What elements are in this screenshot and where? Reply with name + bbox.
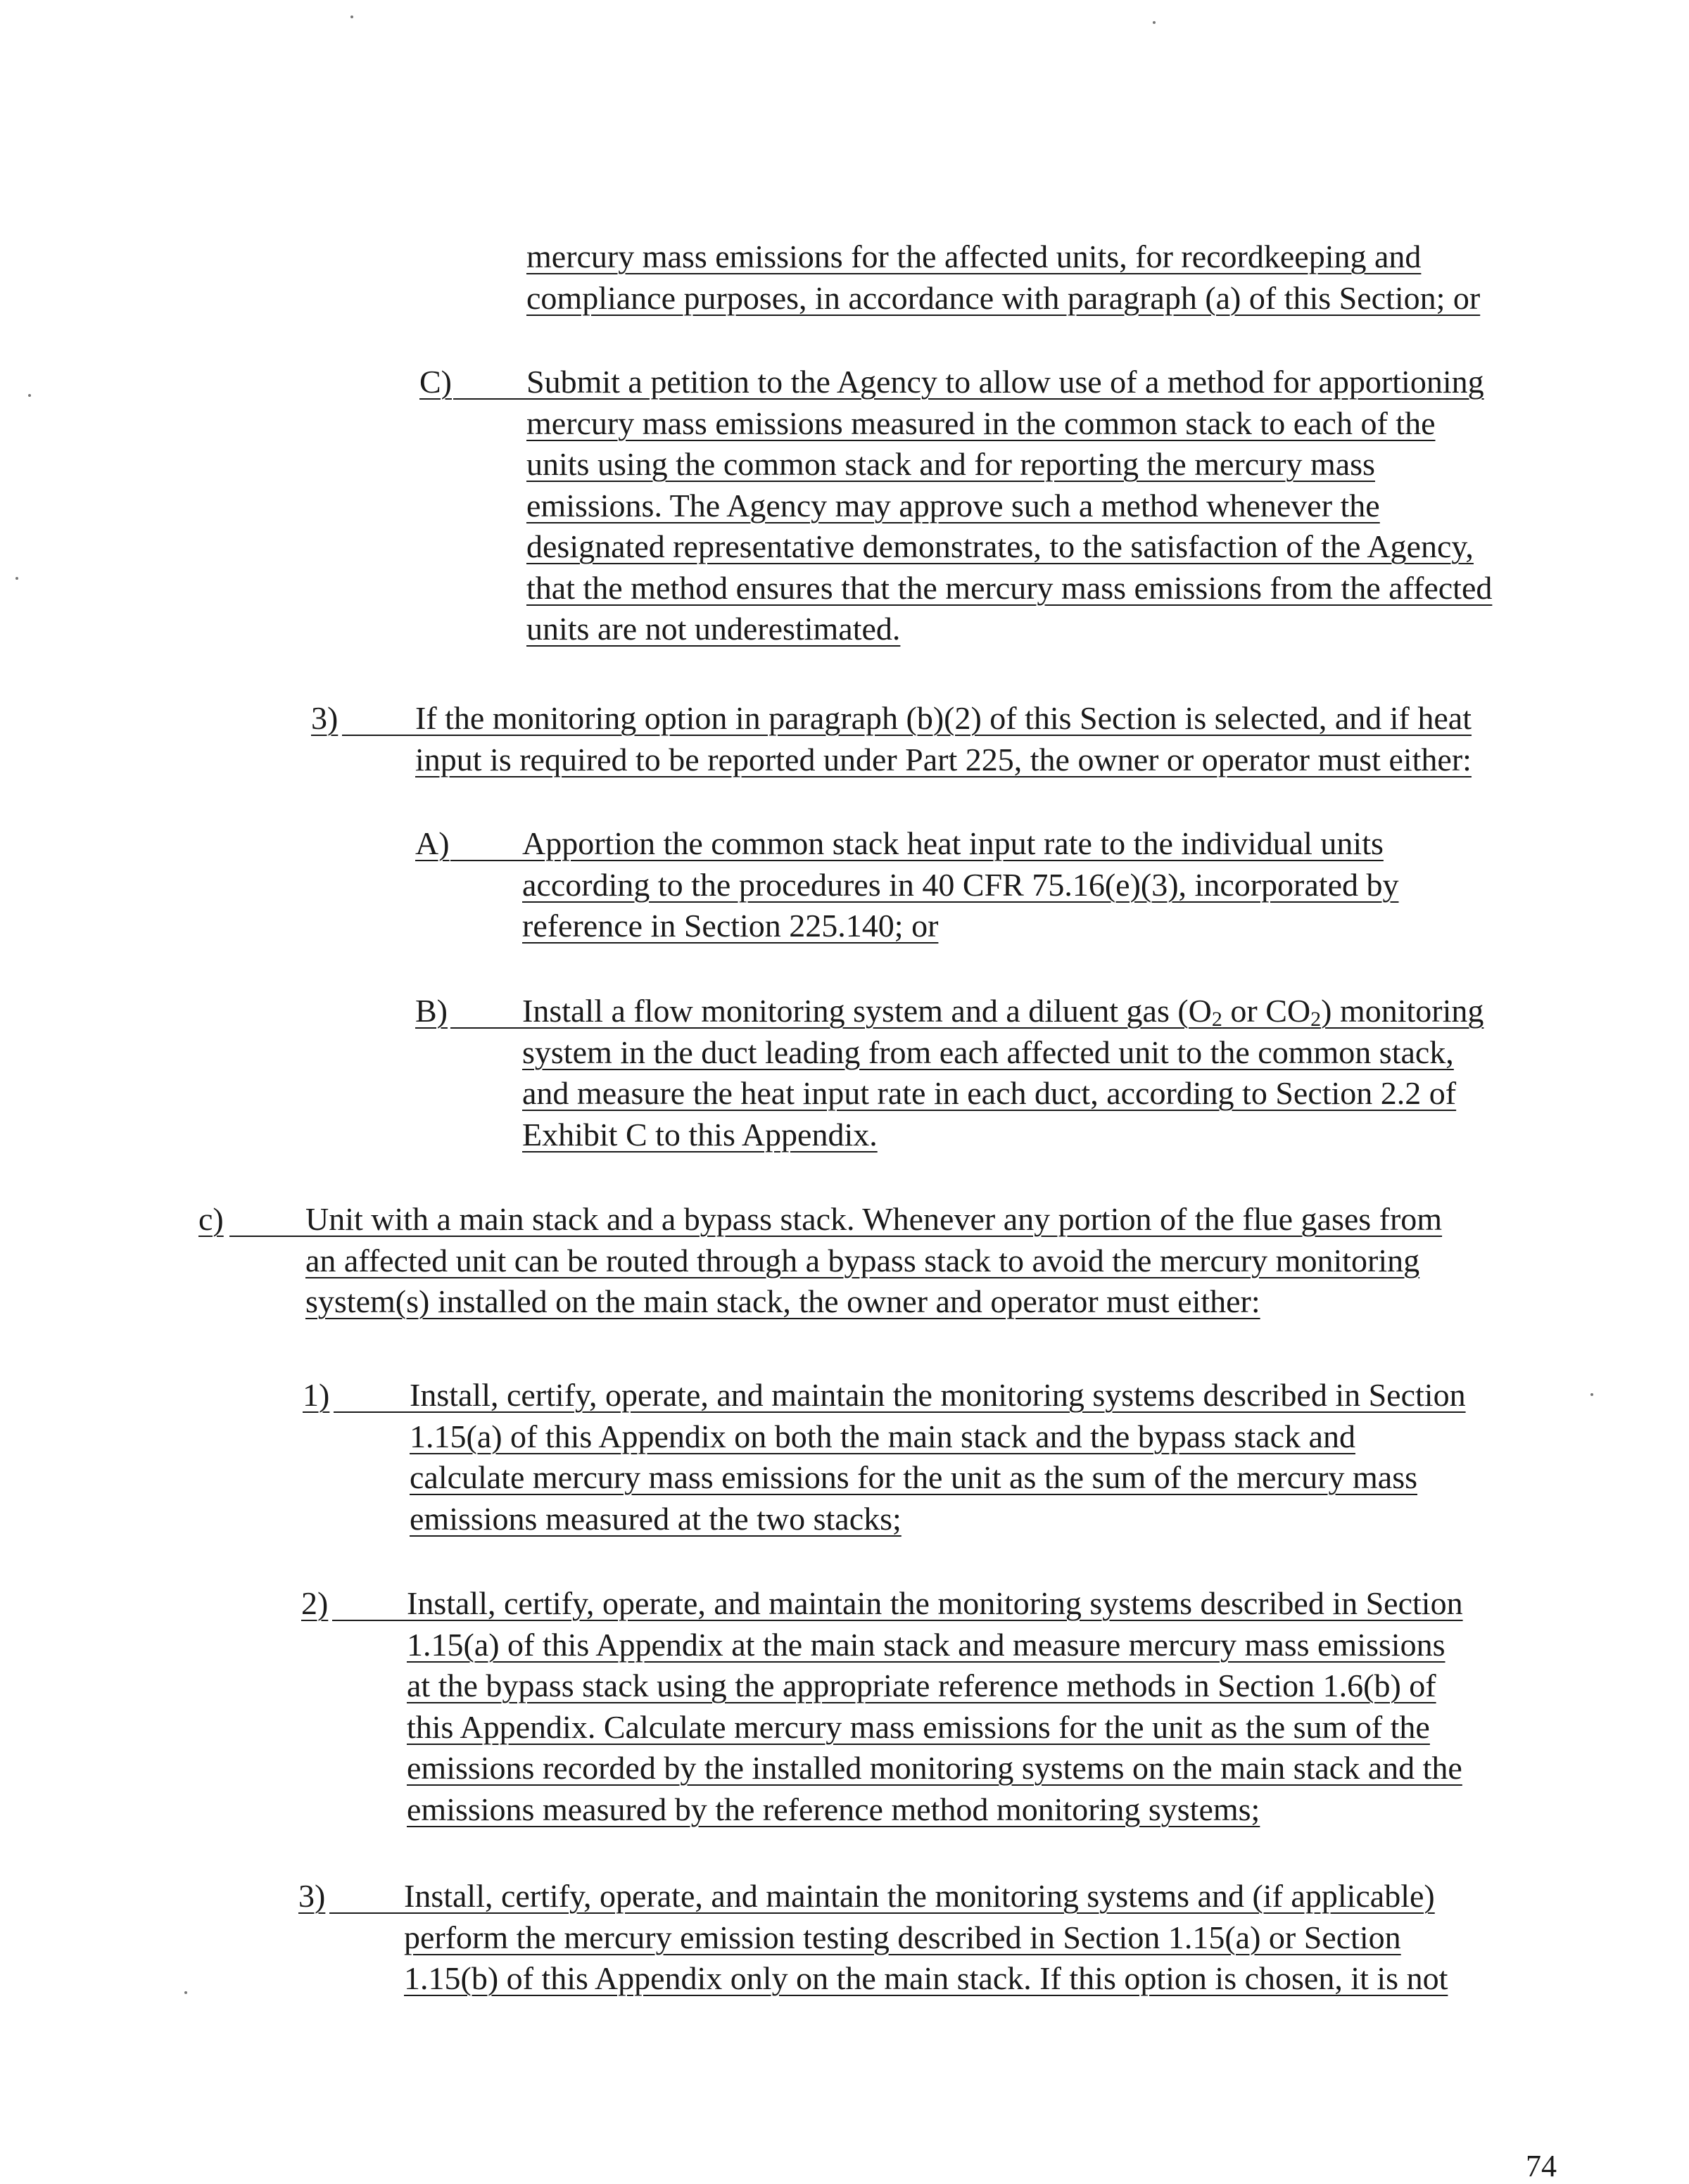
item-b2C-paragraph [526, 362, 1492, 650]
item-line: Install, certify, operate, and maintain the monitoring systems and (if applicable) [404, 1878, 1435, 1914]
item-line: this Appendix. Calculate mercury mass emissions for the unit as the sum of the [407, 1708, 1430, 1745]
text-run: or CO [1222, 993, 1311, 1029]
item-c-paragraph [305, 1199, 1442, 1323]
item-line: Install, certify, operate, and maintain the monitoring systems described in Section [407, 1585, 1463, 1621]
item-marker: 3) [311, 700, 339, 736]
item-marker: B) [415, 993, 448, 1029]
item-line: If the monitoring option in paragraph (b)(2) of this Section is selected, and if heat [415, 700, 1472, 736]
item-line: Unit with a main stack and a bypass stack. Whenever any portion of the flue gases from [305, 1201, 1443, 1237]
item-marker: 2) [301, 1585, 329, 1621]
item-line: units are not underestimated. [526, 611, 901, 647]
scan-speck [184, 1991, 187, 1994]
item-line: input is required to be reported under Part 225, the owner or operator must either: [415, 741, 1472, 777]
item-b3-paragraph [415, 698, 1472, 780]
scan-speck [15, 577, 18, 580]
item-c1-paragraph [410, 1375, 1466, 1539]
item-line: an affected unit can be routed through a bypass stack to avoid the mercury monitoring [305, 1242, 1420, 1278]
item-line: mercury mass emissions measured in the common stack to each of the [526, 405, 1436, 441]
subscript: 2 [1310, 1008, 1322, 1031]
intro-line: mercury mass emissions for the affected units, for recordkeeping and [526, 239, 1422, 274]
leader-line [229, 1236, 305, 1237]
subscript: 2 [1211, 1008, 1222, 1031]
item-line: at the bypass stack using the appropriate reference methods in Section 1.6(b) of [407, 1668, 1436, 1703]
item-line: Submit a petition to the Agency to allow use of a method for apportioning [526, 364, 1484, 400]
item-line: Apportion the common stack heat input rate to the individual units [522, 825, 1384, 861]
item-line: Exhibit C to this Appendix. [522, 1116, 878, 1153]
item-line: reference in Section 225.140; or [522, 908, 939, 944]
item-marker: 1) [303, 1377, 330, 1413]
item-marker: A) [415, 825, 450, 861]
item-marker: c) [198, 1201, 224, 1237]
leader-line [334, 1411, 410, 1413]
scan-speck [350, 15, 353, 18]
item-line: system(s) installed on the main stack, the owner and operator must either: [305, 1283, 1260, 1319]
item-b3A-paragraph [522, 823, 1398, 947]
item-line [522, 991, 1484, 1032]
item-line: emissions. The Agency may approve such a method whenever the [526, 487, 1380, 523]
text-run: Install a flow monitoring system and a diluent gas (O [522, 993, 1212, 1029]
item-line: perform the mercury emission testing described in Section 1.15(a) or Section [404, 1919, 1401, 1955]
scan-speck [1590, 1393, 1593, 1396]
item-line: and measure the heat input rate in each duct, according to Section 2.2 of [522, 1075, 1457, 1111]
scan-speck [28, 394, 31, 397]
item-c3-paragraph [404, 1876, 1448, 2000]
item-marker: 3) [298, 1878, 326, 1914]
item-line: designated representative demonstrates, to the satisfaction of the Agency, [526, 528, 1474, 564]
item-line: that the method ensures that the mercury mass emissions from the affected [526, 569, 1493, 606]
item-line: units using the common stack and for reporting the mercury mass [526, 446, 1375, 482]
text-run: ) monitoring [1321, 993, 1484, 1029]
page-number: 74 [1526, 2149, 1557, 2183]
item-b3B-paragraph [522, 991, 1484, 1155]
scan-speck [1153, 21, 1156, 24]
item-line: system in the duct leading from each affected unit to the common stack, [522, 1034, 1454, 1070]
intro-paragraph [526, 236, 1480, 319]
item-c2-paragraph [407, 1583, 1463, 1830]
leader-line [450, 860, 522, 861]
item-line: 1.15(a) of this Appendix at the main stack and measure mercury mass emissions [407, 1626, 1446, 1663]
item-line: emissions recorded by the installed monitoring systems on the main stack and the [407, 1750, 1462, 1786]
item-line: 1.15(a) of this Appendix on both the main stack and the bypass stack and [410, 1418, 1355, 1454]
item-line: Install, certify, operate, and maintain the monitoring systems described in Section [410, 1377, 1466, 1413]
leader-line [453, 398, 526, 400]
intro-line: compliance purposes, in accordance with paragraph (a) of this Section; or [526, 279, 1481, 316]
item-line: emissions measured at the two stacks; [410, 1500, 902, 1537]
leader-line [332, 1620, 407, 1621]
leader-line [450, 1027, 522, 1029]
item-line: according to the procedures in 40 CFR 75.16(e)(3), incorporated by [522, 866, 1399, 903]
item-line: 1.15(b) of this Appendix only on the main stack. If this option is chosen, it is not [404, 1960, 1448, 1996]
item-marker: C) [419, 364, 452, 400]
leader-line [329, 1912, 404, 1914]
item-line: emissions measured by the reference method monitoring systems; [407, 1791, 1260, 1827]
leader-line [342, 735, 415, 736]
item-line: calculate mercury mass emissions for the unit as the sum of the mercury mass [410, 1459, 1417, 1495]
